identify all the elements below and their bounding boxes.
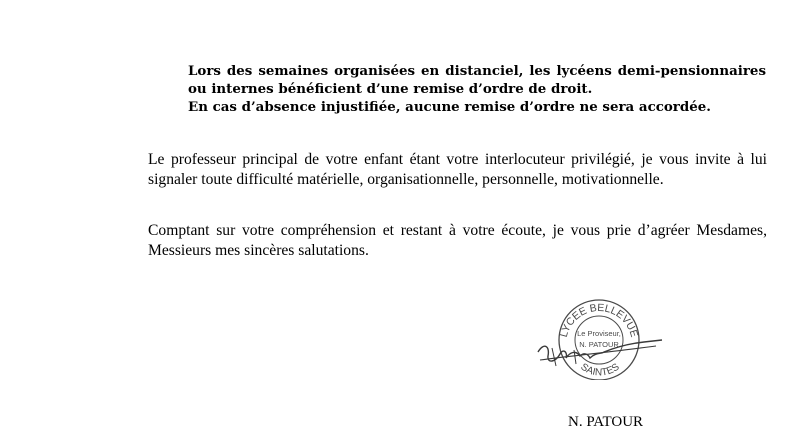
body-paragraph-1: Le professeur principal de votre enfant étant votre interlocuteur privilégié, je vous invite à lui signaler toute difficulté matérielle, organisationnelle, personnelle, motivationnelle. [148, 151, 767, 188]
notice-line-1: Lors des semaines organisées en distanciel, les lycéens demi-pensionnaires ou internes bénéficient d’une remise d’ordre de droit. [188, 63, 766, 97]
notice-block [188, 62, 766, 116]
stamp-name: N. PATOUR [579, 340, 619, 349]
signatory-name: N. PATOUR [568, 414, 644, 430]
body-paragraph-2: Comptant sur votre compréhension et restant à votre écoute, je vous prie d’agréer Mesdames, Messieurs mes sincères salutations. [148, 222, 767, 259]
notice-line-2: En cas d’absence injustifiée, aucune remise d’ordre ne sera accordée. [188, 99, 711, 115]
school-stamp [530, 294, 670, 380]
stamp-top-text: LYCEE BELLEVUE [557, 301, 641, 339]
stamp-role: Le Proviseur, [577, 329, 621, 338]
stamp-bottom-text: SAINTES [578, 361, 622, 379]
